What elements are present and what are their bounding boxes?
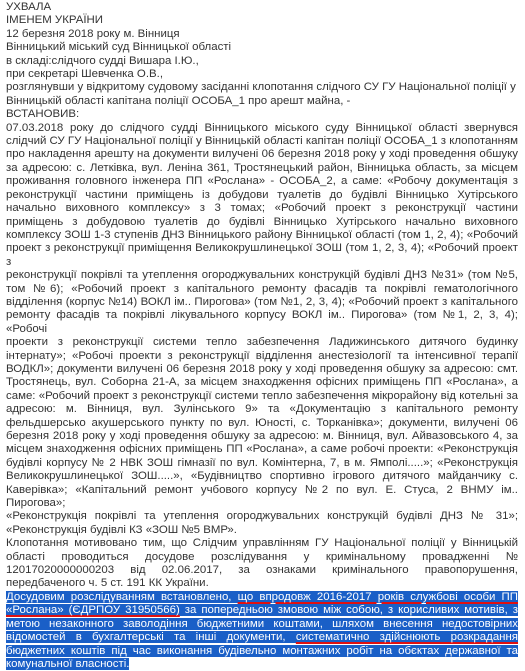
body-line: березня 2018 року у ході проведення обшуку за адресою: м. Вінниця, вул. Айвазовського 4, за [6,430,518,442]
body-line: відділення (корпус №14) ВОКЛ ім.. Пирогова» (том №1, 2, 3, 4); «Робочий проект з капітального [6,295,518,308]
body-line: про накладення арешту на документи вилучені 06 березня 2018 року у ході проведення обшуку [6,148,518,161]
underlined-text: «Рослана» (ЄДРПОУ 31950566) [6,604,180,617]
highlighted-text: за попередньою змовою між собою, з корисливих мотивів, з [179,604,518,617]
underlined-text: що впродовж 2016-2017 років службові особи ПП [237,590,518,603]
body-line: Великокрушлинецької ЗОШ.....», «Будівництво спортивно ігрового дитячого майданчику с. [6,470,518,483]
body-line: «Реконструкція будівлі КЗ «ЗОШ №5 ВМР». [6,523,237,536]
ruling-title: УХВАЛА [6,1,52,13]
body-line: проекти з реконструкції системи тепло забезпечення Ладижинського дитячого будинку [6,336,518,349]
highlighted-text: відомостей в бухгалтерські та інші документи, [6,631,296,644]
highlighted-line [6,631,518,644]
highlighted-line [6,658,518,671]
highlighted-line [6,591,518,604]
body-line: проживання головного інженера ПП «Рослана» - ОСОБА_2, а саме: «Робочу документація з [6,175,518,188]
highlighted-text: комунальної власності. [6,657,130,670]
highlighted-line [6,645,518,658]
considering-line: розглянувши у відкритому судовому засіданні клопотання слідчого СУ ГУ Національної поліції у [6,81,516,94]
body-line: Тростянець, вул. Соборна 21-А, за місцем знаходження офісних приміщень ПП «Рослана», а [6,376,518,389]
body-line: проект з реконструкції приміщення Великокрушлинецької ЗОШ (том 1, 2, 3, 4); «Робочий проект з [6,242,518,268]
body-line: начально виховного комплексу» з 3 томах; «Робочий проект з реконструкції частини [6,202,518,215]
underlined-text: систематично здійснюють розкрадання [295,631,519,644]
highlighted-text: бюджетних коштів під час виконання будівельно монтажних робіт на обєктах державної та [6,644,518,657]
body-line: адресою: м. Вінниця, вул. Зулінського 9» та «Документацію з капітального ремонту [6,403,518,416]
established-heading: ВСТАНОВИВ: [6,108,80,121]
body-line: за адресою: с. Летківка, вул. Леніна 361, Тростянецький район, Вінницька область, за місцем [6,161,518,174]
body-line: ремонту фасадів та покрівлі лікувального корпусу ВОКЛ ім.. Пирогова» (том №1, 2, 3, 4); «Робочі [6,309,518,335]
body-line: Каверівка»; «Капітальний ремонт учбового корпусу №2 по вул. Е. Стуса, 2 ВНМУ ім.. Пирогова»; [6,483,518,510]
secretary-line: при секретарі Шевченка О.В., [6,68,163,81]
body-line: саме: «Робочий проект з реконструкції системи тепло забезпечення мікрорайону від котельні за [6,389,518,402]
considering-line: Вінницькій області капітана поліції ОСОБА_1 про арешт майна, - [6,94,351,107]
date-place: 12 березня 2018 року м. Вінниця [6,27,180,40]
motive-paragraph [6,537,518,591]
document [6,1,518,671]
motive-line: 12017020000000203 від 02.06.2017, за ознаками кримінального правопорушення, [6,564,518,577]
highlighted-line [6,604,518,617]
highlighted-line [6,618,518,631]
in-the-name-of-ukraine: ІМЕНЕМ УКРАЇНИ [6,14,104,27]
body-paragraph [6,122,518,538]
body-line: приміщень з добудовою туалетів до будівлі Вінницько Хутірського начально виховного [6,215,518,228]
intro-block [6,28,518,82]
motive-line: області проводиться досудове розслідування у кримінальному провадженні № [6,550,518,563]
body-line: місцем знаходження офісних приміщень ПП «Рослана», а саме робочі проекти: «Реконструкція [6,443,518,456]
considering-block [6,81,518,108]
body-line: слідчий СУ ГУ Національної поліції у Вінницькій області капітан поліції ОСОБА_1 з клопотанням [6,135,518,148]
judge-line: в складі:слідчого судді Вишара І.Ю., [6,54,199,67]
body-line: комплексу ЗОШ 1-3 ступенів ДНЗ Вінницького району Вінницької області (том 1, 2, 4); «Робочий [6,228,518,241]
body-line: реконструкції покрівлі та утеплення огороджувальних конструкцій будівлі ДНЗ №31» (том №5, [6,269,518,282]
body-line: інтернату»; «Робочі проекти з реконструкції відділення анестезіології та інтенсивної терапії [6,349,518,362]
body-line: ВОДКЛ»; документи вилучені 06 березня 2018 року у ході проведення обшуку за адресою: смт. [6,362,518,375]
body-line: 07.03.2018 року до слідчого судді Вінницького міського суду Вінницької області звернувся [6,121,518,134]
court-name: Вінницький міський суд Вінницької області [6,41,232,54]
body-line: «Реконструкція покрівлі та утеплення огороджувальних конструкцій будівлі ДНЗ № 31»; [6,510,518,523]
highlighted-text: Досудовим розслідуванням встановлено, [6,590,238,603]
body-line: будівлі корпусу № 2 НВК ЗОШ гімназії по вул. Комінтерна, 7, в м. Ямполі.....»; «Реконструкція [6,456,518,469]
motive-line: Клопотання мотивовано тим, що Слідчим управлінням ГУ Національної поліції у Вінницькій [6,537,518,550]
body-line: реконструкції частини приміщень із добудови туалетів до будівлі Вінницько Хутірського [6,188,518,201]
body-line: фельдшерсько акушерського пункту по вул. Юності, с. Торканівка»; документи, вилучені 06 [6,416,518,429]
body-line: том №6); «Робочий проект з капітального ремонту фасадів та покрівлі гематологічного [6,282,518,295]
highlighted-text: метою незаконного заволодіння бюджетними коштами, шляхом внесення недостовірних [6,617,518,630]
motive-line: передбаченого ч. 5 ст. 191 КК України. [6,577,209,590]
